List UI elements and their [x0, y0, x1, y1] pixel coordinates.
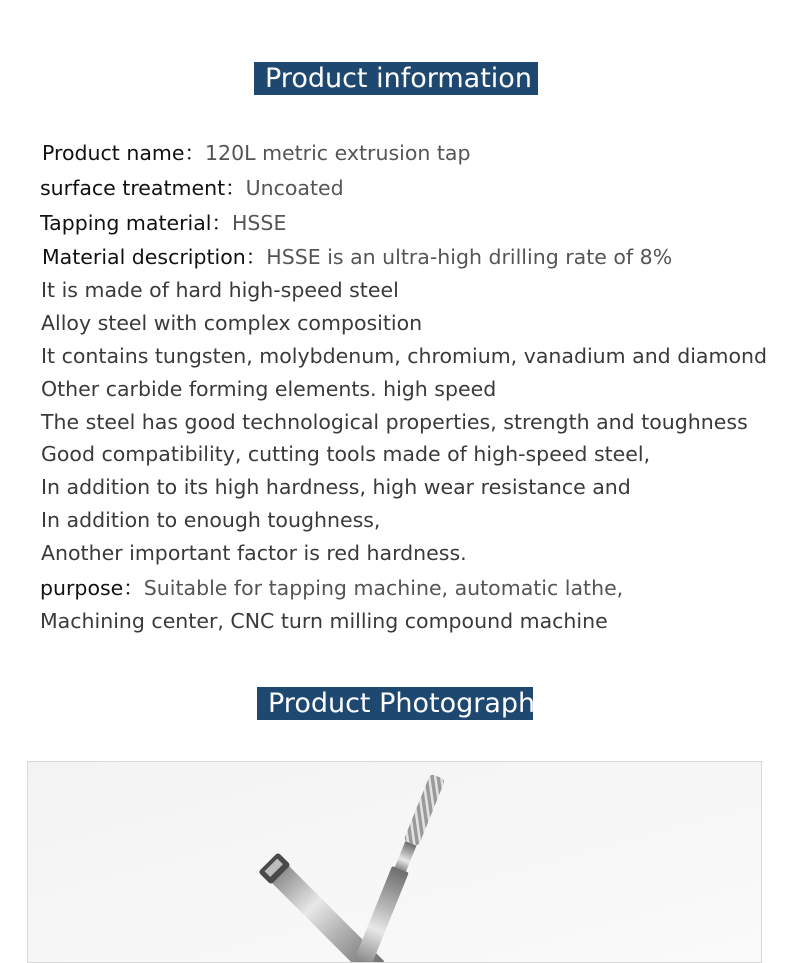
purpose-continuation: Machining center, CNC turn milling compound machine: [40, 609, 608, 633]
spec-value: HSSE is an ultra-high drilling rate of 8%: [266, 245, 673, 269]
spec-value: Suitable for tapping machine, automatic lathe,: [143, 576, 624, 600]
tap-tool-image: [28, 762, 761, 962]
description-line: In addition to enough toughness,: [41, 508, 381, 532]
spec-key: Product name：: [42, 141, 205, 165]
spec-value: 120L metric extrusion tap: [205, 141, 471, 165]
description-line: Good compatibility, cutting tools made of high-speed steel,: [41, 442, 651, 466]
spec-value: HSSE: [232, 211, 287, 235]
description-line: Another important factor is red hardness.: [41, 541, 467, 565]
section-title-product-photograph: Product Photograph: [257, 687, 533, 720]
product-photo: [27, 761, 762, 963]
spec-key: surface treatment：: [40, 176, 246, 200]
spec-material-description: [42, 244, 672, 270]
description-line: Other carbide forming elements. high speed: [41, 377, 497, 401]
spec-key: purpose：: [40, 576, 144, 600]
description-line: It is made of hard high-speed steel: [41, 278, 399, 302]
description-line: It contains tungsten, molybdenum, chromium, vanadium and diamond: [41, 344, 767, 368]
section-title-product-information: Product information: [254, 62, 538, 95]
description-line: In addition to its high hardness, high wear resistance and: [41, 475, 631, 499]
spec-product-name: [42, 140, 470, 166]
spec-tapping-material: [40, 210, 286, 236]
spec-key: Material description：: [42, 245, 267, 269]
spec-value: Uncoated: [245, 176, 344, 200]
description-line: Alloy steel with complex composition: [41, 311, 423, 335]
spec-key: Tapping material：: [40, 211, 232, 235]
description-line: The steel has good technological properties, strength and toughness: [41, 410, 748, 434]
spec-purpose: [40, 575, 623, 601]
spec-surface-treatment: [40, 175, 344, 201]
